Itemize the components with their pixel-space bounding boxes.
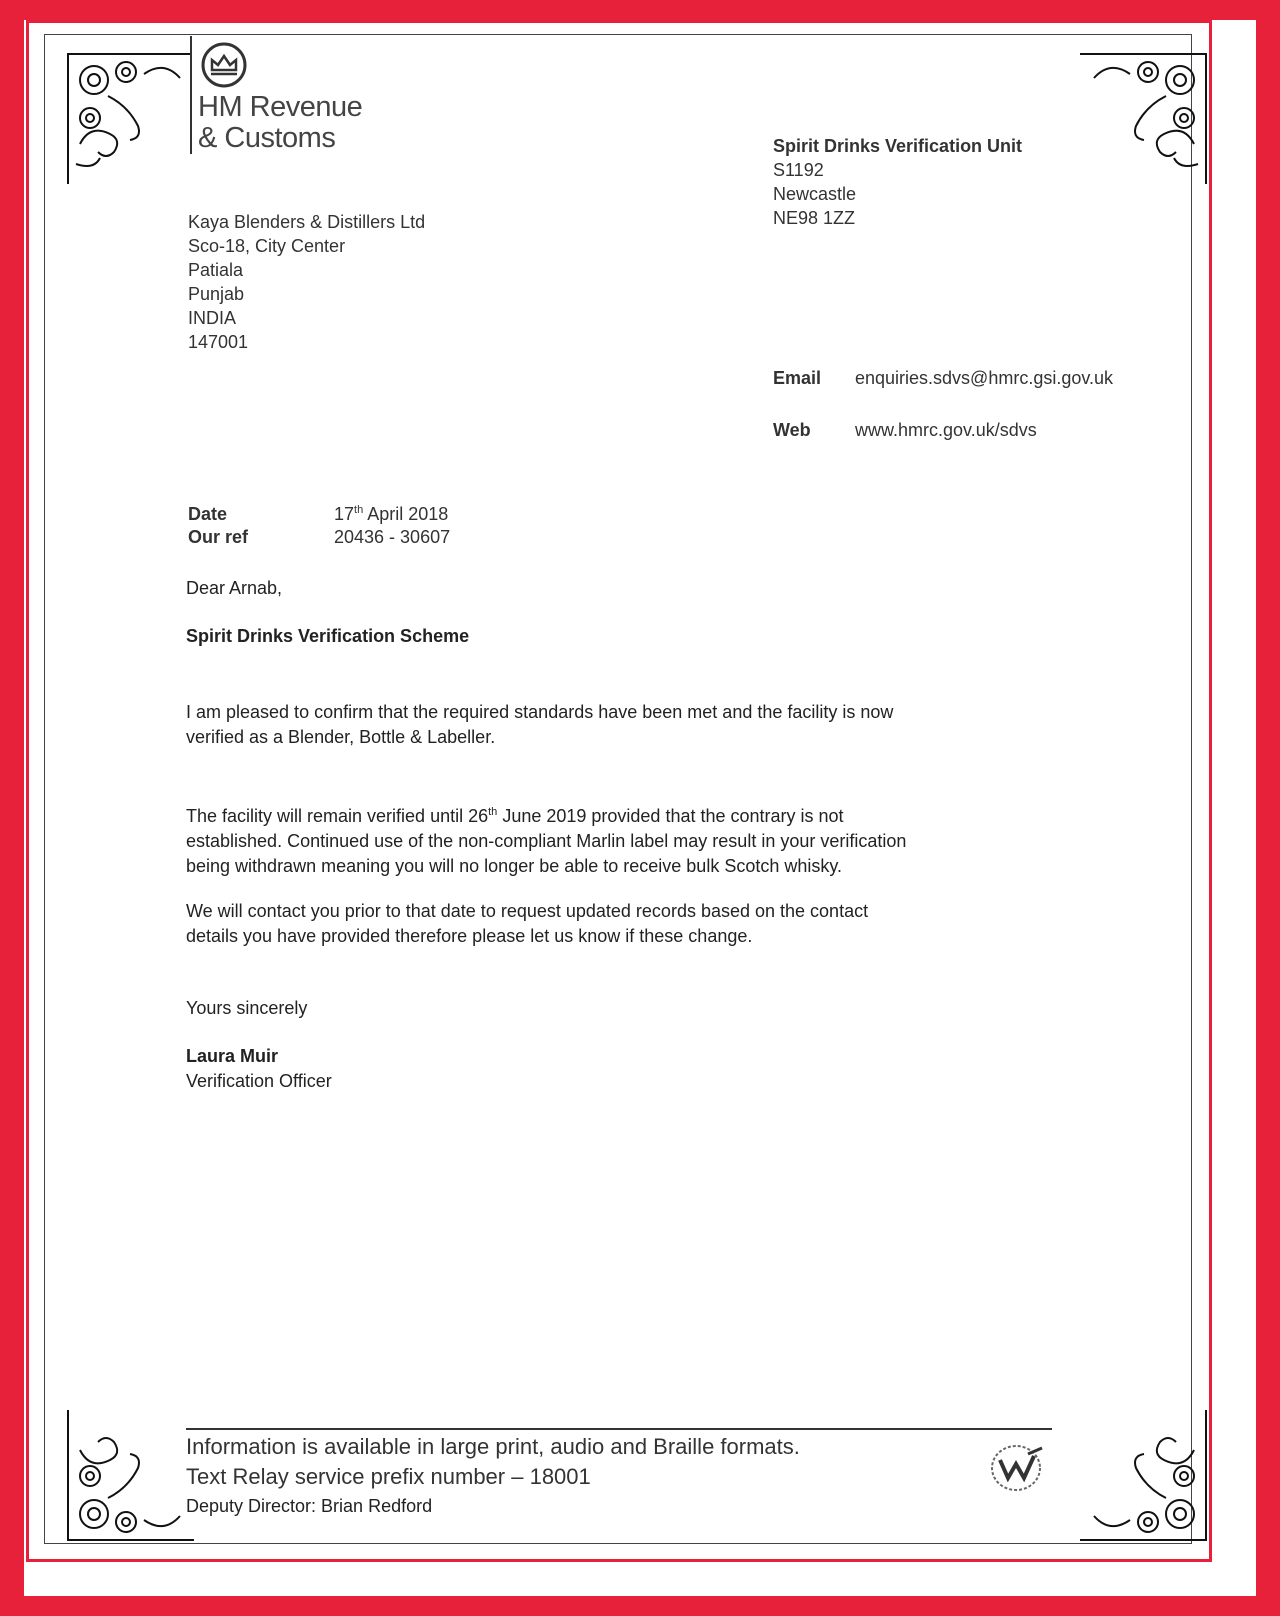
crown-crest-icon [199, 40, 249, 90]
paragraph-3-line-2: details you have provided therefore please let us know if these change. [186, 926, 753, 946]
accessibility-badge-icon [986, 1438, 1050, 1494]
recipient-company: Kaya Blenders & Distillers Ltd [188, 212, 426, 232]
ornament-corner-bottom-left-icon [64, 1410, 194, 1550]
sender-city: Newcastle [773, 184, 857, 204]
date-suffix: th [354, 504, 364, 516]
sender-address [773, 134, 1022, 230]
paragraph-1-line-2: verified as a Blender, Bottle & Labeller. [186, 727, 496, 747]
paragraph-2-start: The facility will remain verified until 26 [186, 806, 489, 826]
web-row [773, 418, 1037, 442]
date-label: Date [188, 504, 228, 524]
paragraph-2-line-1-end: June 2019 provided that the contrary is not [497, 806, 844, 826]
paragraph-1-line-1: I am pleased to confirm that the required standards have been met and the facility is now [186, 702, 894, 722]
ornament-corner-bottom-right-icon [1080, 1410, 1210, 1550]
ref-value: 20436 - 30607 [334, 527, 451, 547]
letter-subject: Spirit Drinks Verification Scheme [186, 626, 470, 646]
email-row [773, 366, 1113, 390]
date-value [334, 504, 448, 524]
paragraph-3-line-1: We will contact you prior to that date to request updated records based on the contact [186, 901, 869, 921]
agency-logo-text [198, 92, 362, 154]
footer-rule [186, 1428, 1052, 1430]
recipient-pin: 147001 [188, 332, 249, 352]
recipient-country: INDIA [188, 308, 237, 328]
ornament-corner-top-right-icon [1080, 44, 1210, 184]
email-label: Email [773, 368, 822, 388]
date-day: 17 [334, 504, 355, 524]
paragraph-2-sup: th [488, 806, 498, 818]
paragraph-2 [186, 800, 906, 879]
date-rest: April 2018 [363, 504, 449, 524]
date-row [188, 498, 448, 526]
logo-divider [190, 36, 192, 154]
paragraph-2-line-2: established. Continued use of the non-compliant Marlin label may result in your verification [186, 831, 907, 851]
ref-row [188, 525, 450, 549]
paragraph-2-line-1 [186, 800, 906, 829]
signatory-name: Laura Muir [186, 1046, 279, 1066]
closing: Yours sincerely [186, 998, 308, 1018]
recipient-address [188, 210, 425, 354]
web-label: Web [773, 420, 811, 440]
signatory-title: Verification Officer [186, 1071, 332, 1091]
sender-line-2: S1192 [773, 160, 824, 180]
footer-deputy-director: Deputy Director: Brian Redford [186, 1496, 433, 1516]
recipient-city: Patiala [188, 260, 244, 280]
paragraph-1 [186, 700, 893, 750]
logo-line-2: & Customs [198, 122, 336, 154]
web-link[interactable]: www.hmrc.gov.uk/sdvs [855, 420, 1037, 440]
paragraph-3 [186, 899, 868, 949]
sender-unit: Spirit Drinks Verification Unit [773, 136, 1023, 156]
recipient-state: Punjab [188, 284, 245, 304]
paragraph-2-line-3: being withdrawn meaning you will no longer be able to receive bulk Scotch whisky. [186, 856, 843, 876]
footer-accessibility-info: Information is available in large print, audio and Braille formats. [186, 1434, 800, 1459]
footer-text-relay: Text Relay service prefix number – 18001 [186, 1464, 591, 1489]
logo-line-1: HM Revenue [198, 91, 363, 123]
ornament-corner-top-left-icon [64, 44, 194, 184]
salutation: Dear Arnab, [186, 578, 283, 598]
recipient-street: Sco-18, City Center [188, 236, 346, 256]
ref-label: Our ref [188, 527, 249, 547]
email-link[interactable]: enquiries.sdvs@hmrc.gsi.gov.uk [855, 368, 1114, 388]
sender-postcode: NE98 1ZZ [773, 208, 856, 228]
